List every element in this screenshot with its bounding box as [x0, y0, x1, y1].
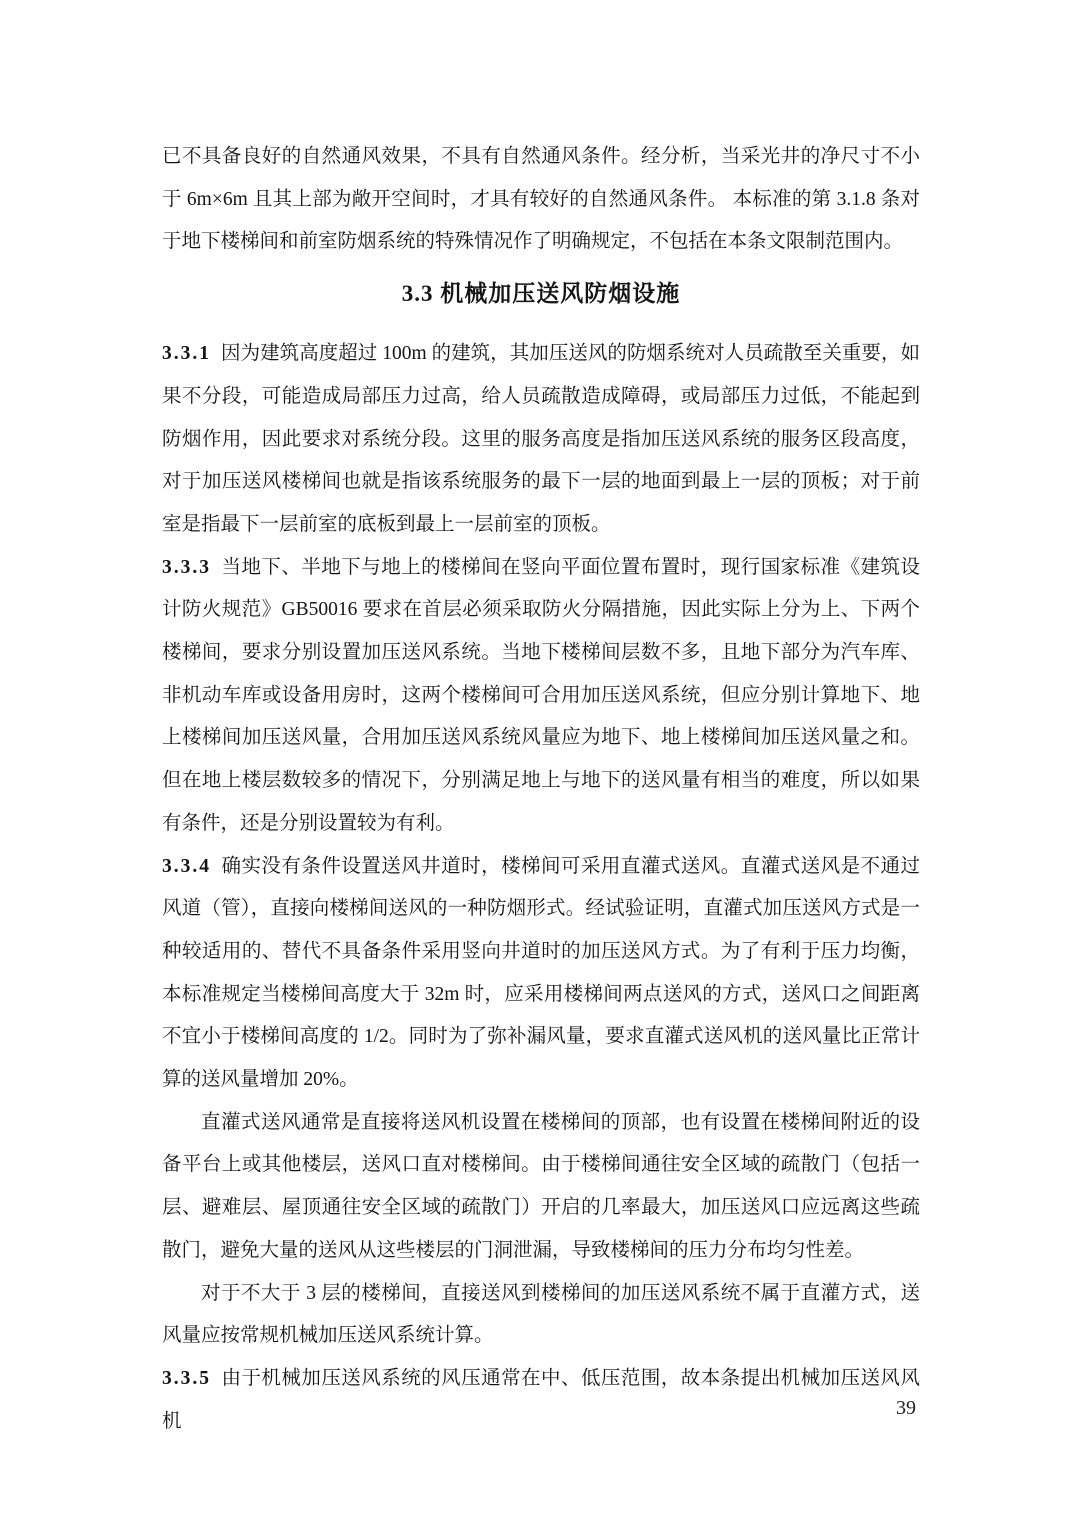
clause-number: 3.3.5 — [162, 1367, 211, 1389]
paragraph-text: 直灌式送风通常是直接将送风机设置在楼梯间的顶部，也有设置在楼梯间附近的设备平台上或其他楼层，送风口直对楼梯间。由于楼梯间通往安全区域的疏散门（包括一层、避难层、屋顶通往安全区域的疏散门）开启的几率最大，加压送风口应远离这些疏散门，避免大量的送风从这些楼层的门洞泄漏，导致楼梯间的压力分布均匀性差。 — [162, 1111, 920, 1261]
paragraph-continuation — [162, 136, 920, 264]
paragraph-text: 确实没有条件设置送风井道时，楼梯间可采用直灌式送风。直灌式送风是不通过风道（管），直接向楼梯间送风的一种防烟形式。经试验证明，直灌式加压送风方式是一种较适用的、替代不具备条件采用竖向井道时的加压送风方式。为了有利于压力均衡，本标准规定当楼梯间高度大于 32m 时，应采用楼梯间两点送风的方式，送风口之间距离不宜小于楼梯间高度的 1/2。同时为了弥补漏风量，要求直灌式送风机的送风量比正常计算的送风量增加 20%。 — [162, 855, 920, 1091]
clause-3-3-1 — [162, 333, 920, 547]
paragraph-text: 已不具备良好的自然通风效果，不具有自然通风条件。经分析，当采光井的净尺寸不小于 6m×6m 且其上部为敞开空间时，才具有较好的自然通风条件。 本标准的第 3.1.8 条对于地下楼梯间和前室防烟系统的特殊情况作了明确规定，不包括在本条文限制范围内。 — [162, 146, 920, 253]
clause-number: 3.3.1 — [162, 343, 211, 365]
commentary-paragraph — [162, 1102, 920, 1273]
page-number: 39 — [896, 1397, 916, 1419]
clause-3-3-5 — [162, 1358, 920, 1443]
clause-number: 3.3.4 — [162, 855, 211, 877]
paragraph-text: 对于不大于 3 层的楼梯间，直接送风到楼梯间的加压送风系统不属于直灌方式，送风量应按常规机械加压送风系统计算。 — [162, 1282, 920, 1347]
paragraph-text: 由于机械加压送风系统的风压通常在中、低压范围，故本条提出机械加压送风风机 — [162, 1367, 920, 1432]
section-heading: 3.3 机械加压送风防烟设施 — [401, 281, 681, 307]
clause-3-3-4 — [162, 846, 920, 1102]
commentary-paragraph — [162, 1273, 920, 1358]
clause-3-3-3 — [162, 547, 920, 846]
clause-number: 3.3.3 — [162, 556, 211, 578]
paragraph-text: 当地下、半地下与地上的楼梯间在竖向平面位置布置时，现行国家标准《建筑设计防火规范》GB50016 要求在首层必须采取防火分隔措施，因此实际上分为上、下两个楼梯间，要求分别设置加压送风系统。当地下楼梯间层数不多，且地下部分为汽车库、非机动车库或设备用房时，这两个楼梯间可合用加压送风系统，但应分别计算地下、地上楼梯间加压送风量，合用加压送风系统风量应为地下、地上楼梯间加压送风量之和。但在地上楼层数较多的情况下，分别满足地上与地下的送风量有相当的难度，所以如果有条件，还是分别设置较为有利。 — [162, 556, 920, 834]
paragraph-text: 因为建筑高度超过 100m 的建筑，其加压送风的防烟系统对人员疏散至关重要，如果不分段，可能造成局部压力过高，给人员疏散造成障碍，或局部压力过低，不能起到防烟作用，因此要求对系统分段。这里的服务高度是指加压送风系统的服务区段高度，对于加压送风楼梯间也就是指该系统服务的最下一层的地面到最上一层的顶板；对于前室是指最下一层前室的底板到最上一层前室的顶板。 — [162, 343, 920, 535]
document-content — [162, 136, 920, 1443]
